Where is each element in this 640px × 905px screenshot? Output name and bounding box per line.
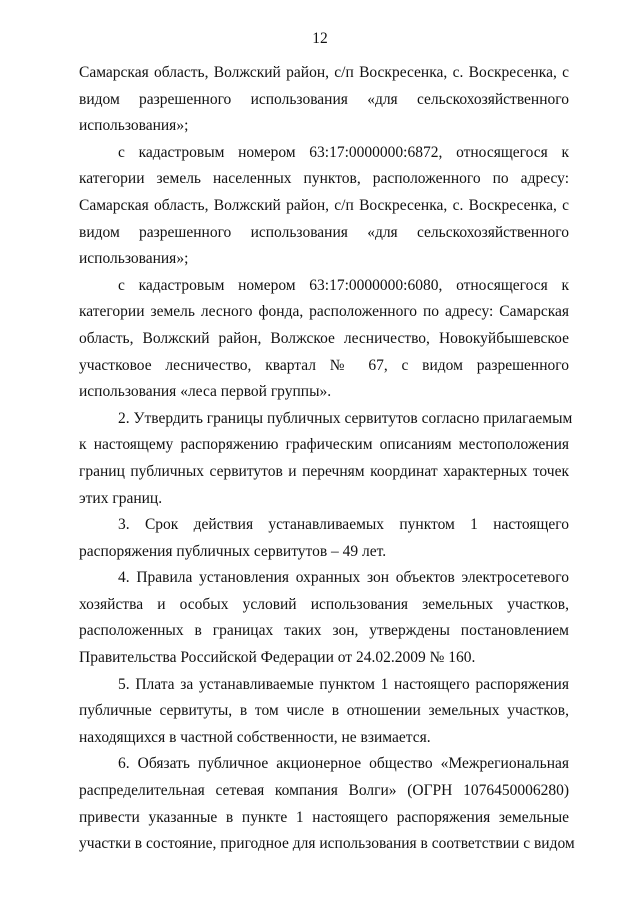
text-line: использования»; — [79, 117, 189, 135]
text-line: категории земель населенных пунктов, расположенного по адресу: — [79, 170, 569, 188]
text-line: Самарская область, Волжский район, с/п Воскресенка, с. Воскресенка, с — [79, 64, 569, 81]
text-line: использования»; — [79, 250, 189, 268]
text-line: привести указанные в пункте 1 настоящего распоряжения земельные — [79, 808, 569, 826]
text-line: границ публичных сервитутов и перечням координат характерных точек — [79, 462, 569, 480]
text-line: область, Волжский район, Волжское лесничество, Новокуйбышевское — [79, 329, 569, 347]
text-line: публичные сервитуты, в том числе в отношении земельных участков, — [79, 702, 569, 720]
text-line: распоряжения публичных сервитутов – 49 лет. — [79, 542, 387, 560]
paragraph-item-3 — [79, 512, 569, 565]
text-line: участковое лесничество, квартал № 67, с видом разрешенного — [79, 356, 569, 374]
text-line: 5. Плата за устанавливаемые пунктом 1 настоящего распоряжения — [118, 675, 569, 693]
text-line: категории земель лесного фонда, расположенного по адресу: Самарская — [79, 303, 569, 321]
paragraph-item-5 — [79, 672, 569, 752]
text-line: расположенных в границах таких зон, утверждены постановлением — [79, 622, 569, 640]
document-body — [79, 60, 575, 858]
text-line: распределительная сетевая компания Волги» (ОГРН 1076450006280) — [79, 782, 569, 800]
text-line: использования «леса первой группы». — [79, 383, 332, 401]
text-line: 4. Правила установления охранных зон объектов электросетевого — [118, 569, 569, 587]
text-line: к настоящему распоряжению графическим описаниям местоположения — [79, 436, 569, 454]
text-line: участки в состояние, пригодное для использования в соответствии с видом — [79, 835, 575, 853]
text-line: видом разрешенного использования «для сельскохозяйственного — [79, 223, 569, 241]
text-line: 6. Обязать публичное акционерное общество «Межрегиональная — [118, 755, 569, 773]
paragraph-item-2 — [79, 406, 573, 512]
paragraph-cadastral-6872 — [79, 140, 569, 273]
text-line: находящихся в частной собственности, не взимается. — [79, 728, 431, 746]
paragraph-continuation — [79, 60, 569, 140]
text-line: видом разрешенного использования «для сельскохозяйственного — [79, 90, 569, 108]
text-line: Правительства Российской Федерации от 24.02.2009 № 160. — [79, 649, 476, 667]
paragraph-item-6 — [79, 751, 575, 857]
text-line: с кадастровым номером 63:17:0000000:6080, относящегося к — [118, 276, 569, 294]
text-line: этих границ. — [79, 489, 163, 507]
paragraph-cadastral-6080 — [79, 273, 569, 406]
page-number: 12 — [312, 30, 328, 47]
text-line: с кадастровым номером 63:17:0000000:6872, относящегося к — [118, 143, 569, 161]
text-line: 2. Утвердить границы публичных сервитутов согласно прилагаемым — [118, 409, 573, 427]
paragraph-item-4 — [79, 565, 569, 671]
text-line: хозяйства и особых условий использования земельных участков, — [79, 595, 569, 613]
text-line: 3. Срок действия устанавливаемых пунктом 1 настоящего — [118, 516, 569, 534]
text-line: Самарская область, Волжский район, с/п Воскресенка, с. Воскресенка, с — [79, 196, 569, 214]
